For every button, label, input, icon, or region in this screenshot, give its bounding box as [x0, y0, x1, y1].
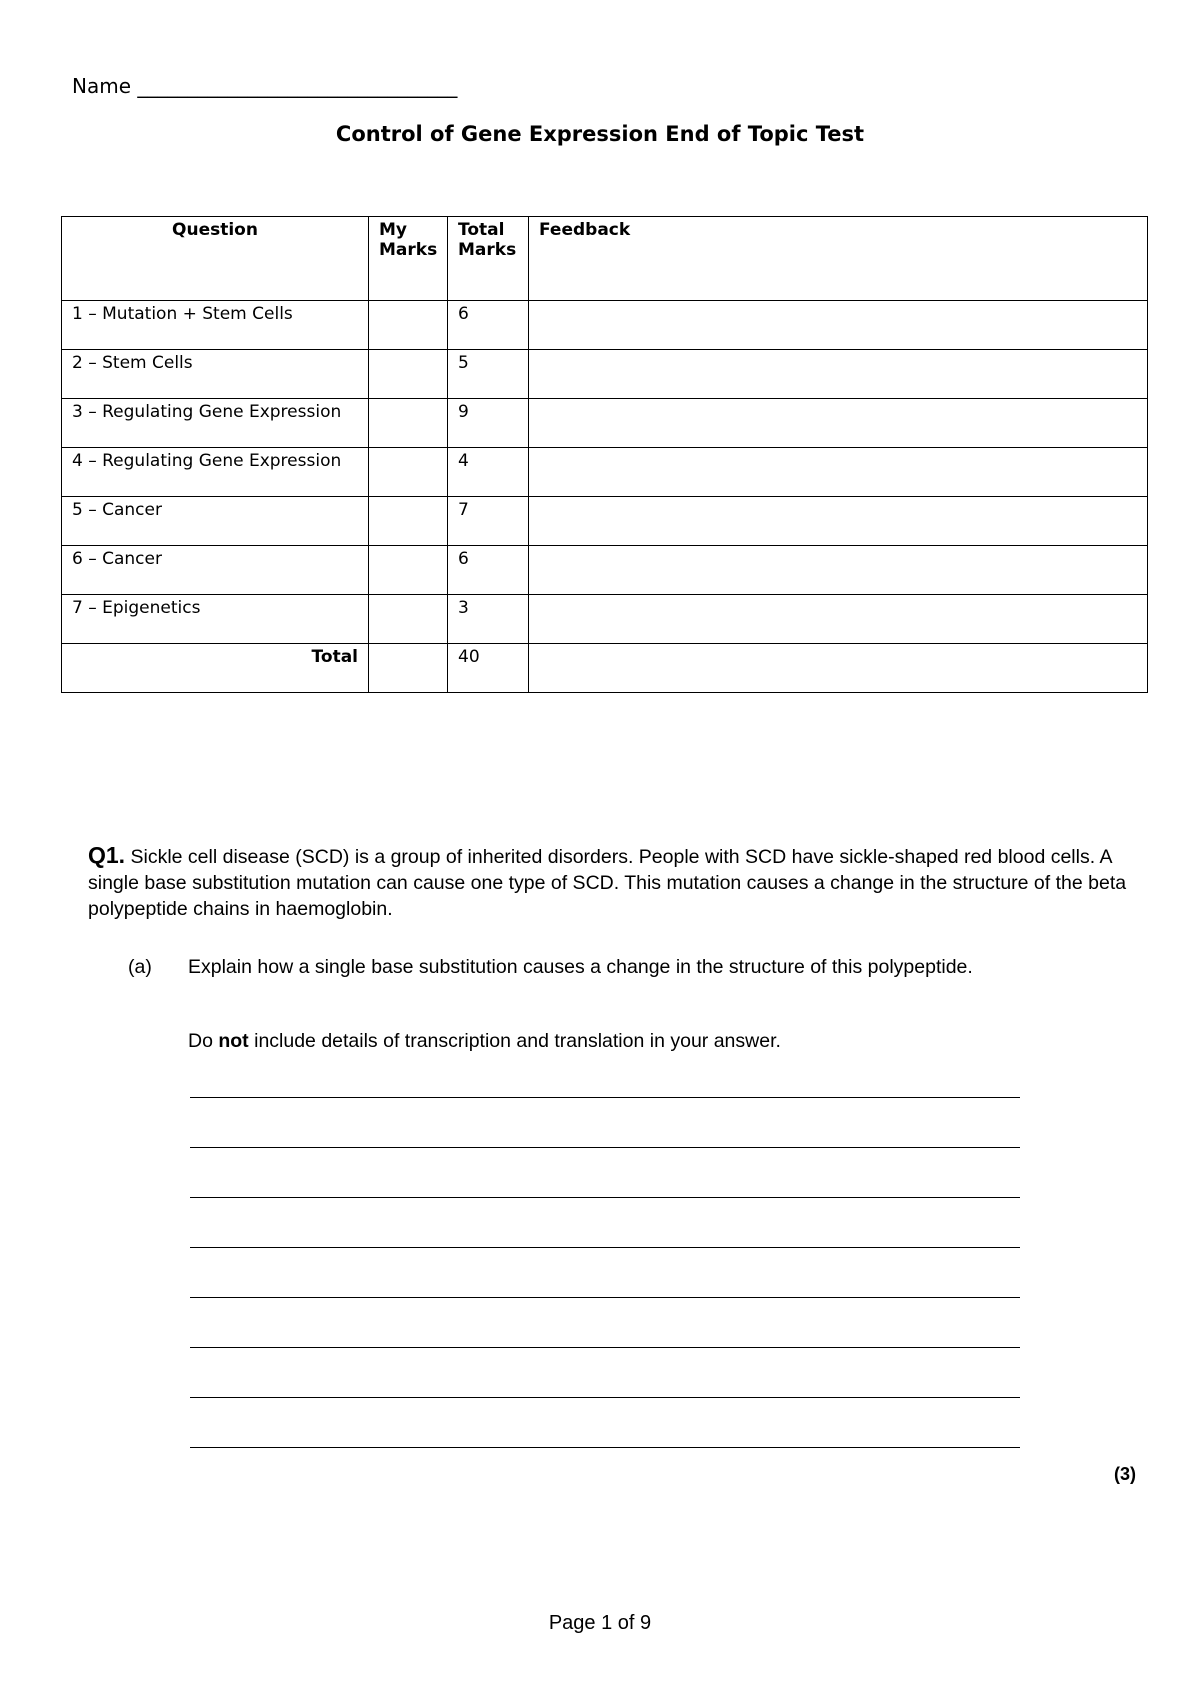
header-my-marks: My Marks: [369, 217, 448, 301]
total-marks-cell: 6: [448, 546, 529, 595]
feedback-cell[interactable]: [529, 497, 1148, 546]
total-label: Total: [62, 644, 369, 693]
table-row: [62, 497, 1148, 546]
answer-line[interactable]: [190, 1147, 1020, 1148]
my-marks-cell[interactable]: [369, 350, 448, 399]
page-title: Control of Gene Expression End of Topic Test: [335, 122, 865, 146]
my-marks-cell[interactable]: [369, 595, 448, 644]
total-marks-cell: 4: [448, 448, 529, 497]
instruction-text-end: include details of transcription and translation in your answer.: [248, 1030, 781, 1052]
feedback-cell[interactable]: [529, 399, 1148, 448]
question-cell: 4 – Regulating Gene Expression: [62, 448, 369, 497]
header-total-marks: Total Marks: [448, 217, 529, 301]
feedback-cell[interactable]: [529, 350, 1148, 399]
question-cell: 6 – Cancer: [62, 546, 369, 595]
my-marks-cell[interactable]: [369, 448, 448, 497]
table-header-row: [62, 217, 1148, 301]
name-field[interactable]: Name ________________________________: [72, 74, 458, 98]
total-marks-cell: 6: [448, 301, 529, 350]
table-row: [62, 301, 1148, 350]
question-number: Q1.: [88, 842, 126, 868]
table-row: [62, 448, 1148, 497]
question-cell: 7 – Epigenetics: [62, 595, 369, 644]
table-row: [62, 350, 1148, 399]
part-text: Explain how a single base substitution causes a change in the structure of this polypeptide.: [188, 956, 973, 978]
my-marks-cell[interactable]: [369, 399, 448, 448]
question-cell: 2 – Stem Cells: [62, 350, 369, 399]
total-marks-cell: 9: [448, 399, 529, 448]
total-marks-cell: 7: [448, 497, 529, 546]
feedback-cell[interactable]: [529, 595, 1148, 644]
question-cell: 5 – Cancer: [62, 497, 369, 546]
question-stem: Sickle cell disease (SCD) is a group of inherited disorders. People with SCD have sickle-shaped red blood cells. A single base substitution mutation can cause one type of SCD. This mutation causes a change in the structure of the beta polypeptide chains in haemoglobin.: [88, 846, 1127, 920]
question-1: [88, 842, 1138, 922]
question-cell: 3 – Regulating Gene Expression: [62, 399, 369, 448]
my-marks-cell[interactable]: [369, 301, 448, 350]
total-marks-value: 40: [448, 644, 529, 693]
total-my-marks-cell[interactable]: [369, 644, 448, 693]
total-marks-cell: 5: [448, 350, 529, 399]
marks-table: [61, 216, 1148, 693]
table-row: [62, 399, 1148, 448]
header-feedback: Feedback: [529, 217, 1148, 301]
my-marks-cell[interactable]: [369, 546, 448, 595]
total-marks-cell: 3: [448, 595, 529, 644]
total-row: [62, 644, 1148, 693]
answer-line[interactable]: [190, 1097, 1020, 1098]
answer-line[interactable]: [190, 1397, 1020, 1398]
table-row: [62, 595, 1148, 644]
feedback-cell[interactable]: [529, 448, 1148, 497]
feedback-cell[interactable]: [529, 301, 1148, 350]
feedback-cell[interactable]: [529, 546, 1148, 595]
answer-line[interactable]: [190, 1347, 1020, 1348]
marks-available: (3): [1114, 1464, 1136, 1484]
answer-instruction: [188, 1030, 781, 1053]
answer-line[interactable]: [190, 1297, 1020, 1298]
instruction-emphasis: not: [218, 1030, 249, 1052]
answer-line[interactable]: [190, 1447, 1020, 1448]
total-feedback-cell[interactable]: [529, 644, 1148, 693]
part-label: (a): [128, 956, 152, 978]
answer-line[interactable]: [190, 1247, 1020, 1248]
instruction-text: Do: [188, 1030, 219, 1052]
header-question: Question: [62, 217, 369, 301]
table-row: [62, 546, 1148, 595]
question-cell: 1 – Mutation + Stem Cells: [62, 301, 369, 350]
page-number: Page 1 of 9: [548, 1612, 652, 1634]
my-marks-cell[interactable]: [369, 497, 448, 546]
answer-line[interactable]: [190, 1197, 1020, 1198]
